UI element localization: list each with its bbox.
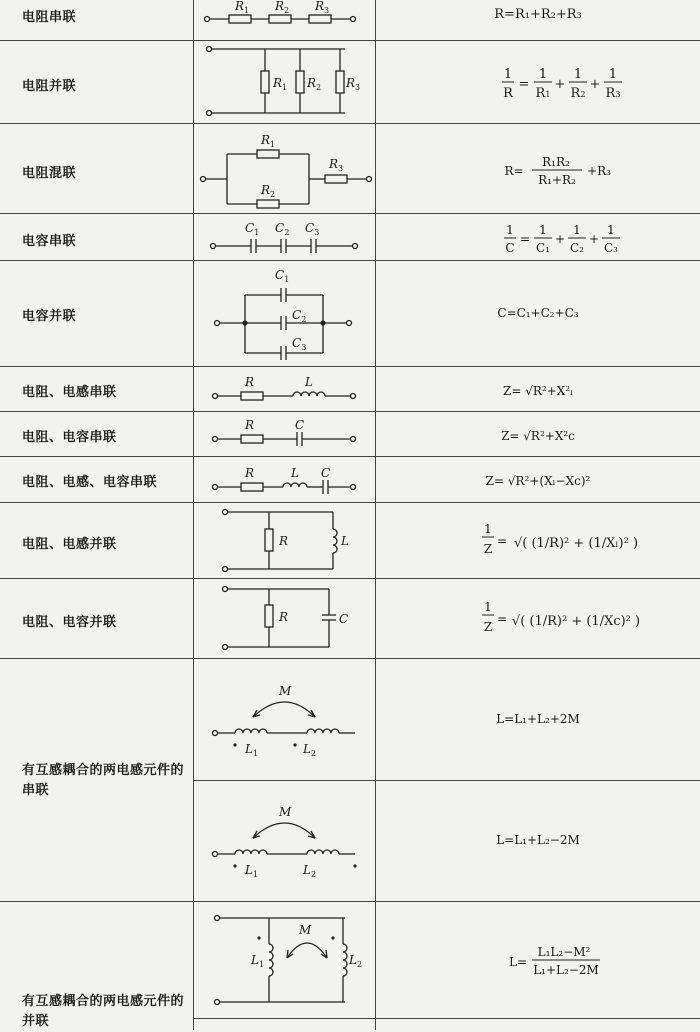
formula-text: C=C₁+C₂+C₃ [497, 306, 579, 320]
svg-text:√( (1/R)² + (1/Xc)² ): √( (1/R)² + (1/Xc)² ) [511, 614, 641, 629]
formula [376, 659, 700, 780]
formula [376, 780, 700, 902]
svg-text:R: R [245, 466, 255, 480]
formula [376, 457, 700, 503]
series-capacitor-diagram [195, 214, 375, 261]
svg-text:+: + [554, 232, 566, 246]
table-row [0, 579, 700, 659]
svg-text:L: L [305, 375, 313, 389]
formula [376, 261, 700, 367]
svg-text:M: M [279, 805, 292, 819]
table-row [0, 902, 700, 1030]
table-row [0, 0, 700, 41]
formula [376, 124, 700, 214]
table-row [0, 457, 700, 503]
rc-series-diagram [195, 412, 375, 457]
formula [376, 367, 700, 412]
table-row [0, 659, 700, 902]
svg-text:=: = [496, 534, 508, 548]
mixed-resistor-diagram [195, 124, 375, 214]
svg-text:L1: $L_1$ [245, 742, 259, 758]
svg-text:R₁+R₂: R₁+R₂ [538, 173, 576, 187]
formula [376, 412, 700, 457]
svg-text:1: 1 [538, 67, 548, 82]
svg-text:R1: $R_1$ [235, 0, 250, 15]
svg-text:R: R [279, 610, 289, 624]
row-name: 电阻、电容串联 [22, 430, 117, 445]
mutual-series-opposing-diagram [195, 780, 375, 902]
svg-text:1: 1 [539, 223, 547, 237]
svg-text:L2: $L_2$ [349, 953, 363, 969]
svg-text:C₁: C₁ [536, 241, 550, 255]
formula-text: R=R₁+R₂+R₃ [494, 7, 582, 22]
parallel-resistor-diagram [195, 41, 375, 124]
row-name: 电阻、电容并联 [22, 615, 117, 630]
svg-text:Z= √R²+X²ₗ: Z= √R²+X²ₗ [502, 384, 574, 398]
svg-text:R: R [245, 418, 255, 432]
svg-text:Z= √R²+X²c: Z= √R²+X²c [501, 429, 575, 443]
svg-text:R₁R₂: R₁R₂ [542, 155, 570, 169]
series-resistor-diagram [195, 0, 375, 40]
table-row [0, 503, 700, 579]
svg-text:1: 1 [573, 223, 581, 237]
svg-text:1: 1 [573, 67, 583, 82]
svg-text:C: C [295, 418, 305, 432]
svg-text:R2: $R_2$ [261, 183, 276, 199]
formula [376, 214, 700, 261]
table-row [0, 214, 700, 261]
svg-text:R1: R1 [535, 86, 551, 101]
row-name: 电阻串联 [22, 10, 77, 25]
row-name: 电阻、电感串联 [22, 385, 117, 400]
formula [376, 579, 700, 659]
mutual-series-aiding-diagram [195, 659, 375, 780]
svg-text:L2: $L_2$ [303, 742, 317, 758]
svg-text:1: 1 [608, 67, 618, 82]
svg-text:R3: R3 [605, 86, 621, 101]
svg-text:+: + [589, 77, 601, 92]
svg-text:1: 1 [484, 522, 492, 536]
svg-text:C3: $C_3$ [305, 221, 320, 237]
rlc-series-diagram [195, 457, 375, 503]
svg-text:L=: L= [508, 955, 528, 969]
row-name: 电容串联 [22, 234, 77, 249]
rc-parallel-diagram [195, 579, 375, 659]
svg-text:1: 1 [506, 223, 514, 237]
row-name: 电阻并联 [22, 79, 77, 94]
svg-text:R1: $R_1$ [261, 133, 276, 149]
svg-text:R3: $R_3$ [346, 76, 361, 92]
svg-text:+: + [554, 77, 566, 92]
svg-text:+R₃: +R₃ [587, 164, 611, 178]
svg-text:R: R [503, 86, 513, 101]
svg-text:R: R [279, 534, 289, 548]
svg-text:=: = [519, 232, 531, 246]
row-name: 有互感耦合的两电感元件的并联 [22, 994, 185, 1029]
svg-text:R1: $R_1$ [273, 76, 288, 92]
row-name: 电容并联 [22, 309, 77, 324]
table-row [0, 412, 700, 457]
svg-text:L1: $L_1$ [251, 953, 265, 969]
parallel-capacitor-diagram [195, 261, 375, 367]
rl-parallel-diagram [195, 503, 375, 579]
row-name: 有互感耦合的两电感元件的串联 [22, 763, 185, 798]
svg-text:1: 1 [607, 223, 615, 237]
svg-text:=: = [496, 612, 508, 626]
table-row [0, 261, 700, 367]
row-name: 电阻混联 [22, 166, 77, 181]
svg-text:Z: Z [483, 542, 493, 556]
svg-text:C₂: C₂ [570, 241, 584, 255]
svg-text:C2: $C_2$ [292, 308, 307, 324]
svg-text:=: = [518, 77, 530, 92]
svg-text:R2: R2 [570, 86, 586, 101]
table-row [0, 41, 700, 124]
svg-text:L₁L₂−M²: L₁L₂−M² [537, 945, 591, 959]
svg-text:R2: $R_2$ [307, 76, 322, 92]
svg-text:C₃: C₃ [604, 241, 618, 255]
svg-text:C3: $C_3$ [292, 336, 307, 352]
svg-text:C: C [321, 466, 331, 480]
svg-text:M: M [279, 684, 292, 698]
svg-text:1: 1 [484, 600, 492, 614]
row-name: 电阻、电感、电容串联 [22, 475, 158, 490]
svg-text:C1: $C_1$ [245, 221, 260, 237]
svg-text:C1: $C_1$ [275, 268, 290, 284]
table-row [0, 367, 700, 412]
sub-row-divider [193, 1018, 700, 1019]
formula-text: L=L₁+L₂+2M [496, 712, 580, 726]
svg-text:+: + [588, 232, 600, 246]
rl-series-diagram [195, 367, 375, 412]
svg-text:R: R [245, 375, 255, 389]
svg-text:M: M [299, 923, 312, 937]
formula-text: L=L₁+L₂−2M [496, 833, 580, 847]
svg-text:1: 1 [503, 67, 513, 82]
svg-text:L: L [341, 534, 349, 548]
mutual-parallel-diagram [195, 902, 375, 1018]
svg-text:L: L [291, 466, 299, 480]
svg-text:R=: R= [504, 164, 524, 178]
svg-text:L₁+L₂−2M: L₁+L₂−2M [533, 963, 599, 977]
svg-text:√( (1/R)² + (1/Xₗ)² ): √( (1/R)² + (1/Xₗ)² ) [513, 536, 639, 551]
svg-text:L1: $L_1$ [245, 863, 259, 879]
svg-text:Z: Z [483, 620, 493, 634]
svg-text:C2: $C_2$ [275, 221, 290, 237]
formula [376, 503, 700, 579]
svg-text:R3: $R_3$ [315, 0, 330, 15]
formula [376, 41, 700, 124]
svg-text:R3: $R_3$ [329, 157, 344, 173]
svg-text:R2: $R_2$ [275, 0, 290, 15]
row-name: 电阻、电感并联 [22, 537, 117, 552]
svg-text:L2: $L_2$ [303, 863, 317, 879]
table-row [0, 124, 700, 214]
formula [376, 0, 700, 40]
svg-text:C: C [339, 612, 349, 626]
svg-text:C: C [505, 241, 515, 255]
formula [376, 902, 700, 1018]
svg-text:Z= √R²+(Xₗ−Xc)²: Z= √R²+(Xₗ−Xc)² [485, 474, 591, 488]
